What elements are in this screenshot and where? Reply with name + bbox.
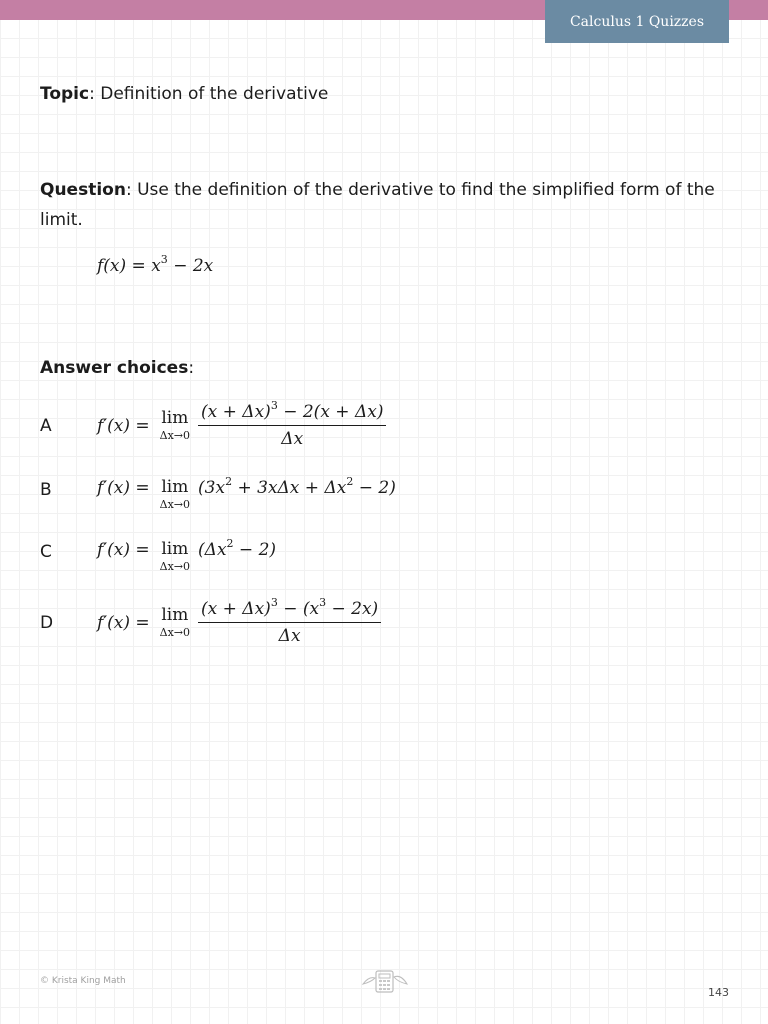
question-label: Question bbox=[40, 180, 126, 200]
choice-b-expression bbox=[97, 475, 396, 512]
fraction bbox=[198, 399, 386, 449]
question-text: : Use the definition of the derivative to find the simplified form of the limit. bbox=[40, 180, 715, 230]
choice-letter-a: A bbox=[40, 416, 52, 436]
answers-heading bbox=[40, 353, 194, 383]
topic-line bbox=[40, 79, 328, 109]
choice-letter-c: C bbox=[40, 542, 52, 562]
expr-part: − 2) bbox=[233, 540, 277, 560]
num-part: − 2x) bbox=[326, 599, 379, 619]
derivative-symbol: f′(x) = bbox=[97, 478, 150, 498]
expr-exponent: 2 bbox=[225, 475, 233, 488]
num-exponent: 3 bbox=[270, 399, 278, 412]
derivative-symbol: f′(x) = bbox=[97, 415, 150, 436]
lim-subscript: Δx→0 bbox=[159, 625, 191, 639]
den-text: Δx bbox=[281, 429, 304, 449]
given-function bbox=[97, 253, 214, 276]
limit-operator bbox=[160, 409, 190, 443]
limit-operator bbox=[160, 606, 190, 640]
lim-word: lim bbox=[161, 407, 189, 428]
choice-c-expression bbox=[97, 537, 277, 574]
lim-word: lim bbox=[161, 604, 189, 625]
limit-operator bbox=[160, 540, 190, 574]
num-exponent: 3 bbox=[270, 596, 278, 609]
lim-subscript: Δx→0 bbox=[159, 428, 191, 442]
choice-a-expression bbox=[97, 399, 386, 449]
fraction bbox=[198, 596, 381, 646]
expr-exponent: 2 bbox=[346, 475, 354, 488]
lim-word: lim bbox=[161, 477, 189, 497]
expr-part: + 3xΔx + Δx bbox=[232, 478, 347, 498]
answers-colon: : bbox=[188, 358, 195, 378]
derivative-symbol: f′(x) = bbox=[97, 540, 150, 560]
answers-label: Answer choices bbox=[40, 358, 189, 378]
num-part: − (x bbox=[277, 599, 320, 619]
expr-part: (3x bbox=[198, 478, 226, 498]
given-exponent: 3 bbox=[160, 253, 168, 266]
section-tag: Calculus 1 Quizzes bbox=[545, 0, 729, 43]
expr-part: − 2) bbox=[353, 478, 396, 498]
lim-subscript: Δx→0 bbox=[159, 498, 191, 511]
lim-word: lim bbox=[161, 539, 189, 559]
numerator bbox=[198, 596, 381, 623]
num-part: − 2(x + Δx) bbox=[277, 402, 384, 422]
den-text: Δx bbox=[278, 626, 301, 646]
denominator bbox=[281, 426, 303, 449]
expr-part: (Δx bbox=[198, 540, 227, 560]
choice-c-body bbox=[198, 537, 277, 560]
question-line bbox=[40, 175, 730, 235]
given-rhs: − 2x bbox=[167, 256, 214, 276]
choice-b-body bbox=[198, 475, 396, 498]
num-part: (x + Δx) bbox=[201, 402, 271, 422]
lim-subscript: Δx→0 bbox=[159, 560, 191, 573]
derivative-symbol: f′(x) = bbox=[97, 612, 150, 633]
topic-text: : Definition of the derivative bbox=[89, 84, 329, 104]
num-part: (x + Δx) bbox=[201, 599, 271, 619]
choice-letter-d: D bbox=[40, 613, 54, 633]
expr-exponent: 2 bbox=[226, 537, 234, 550]
page-number: 143 bbox=[708, 986, 729, 999]
denominator bbox=[279, 623, 301, 646]
choice-d-expression bbox=[97, 596, 381, 646]
copyright: © Krista King Math bbox=[40, 976, 126, 986]
topic-label: Topic bbox=[40, 84, 90, 104]
given-lhs: f(x) = x bbox=[97, 256, 161, 276]
num-exponent: 3 bbox=[319, 596, 327, 609]
limit-operator bbox=[160, 478, 190, 512]
choice-letter-b: B bbox=[40, 480, 52, 500]
calculator-icon bbox=[361, 968, 409, 994]
numerator bbox=[198, 399, 386, 426]
